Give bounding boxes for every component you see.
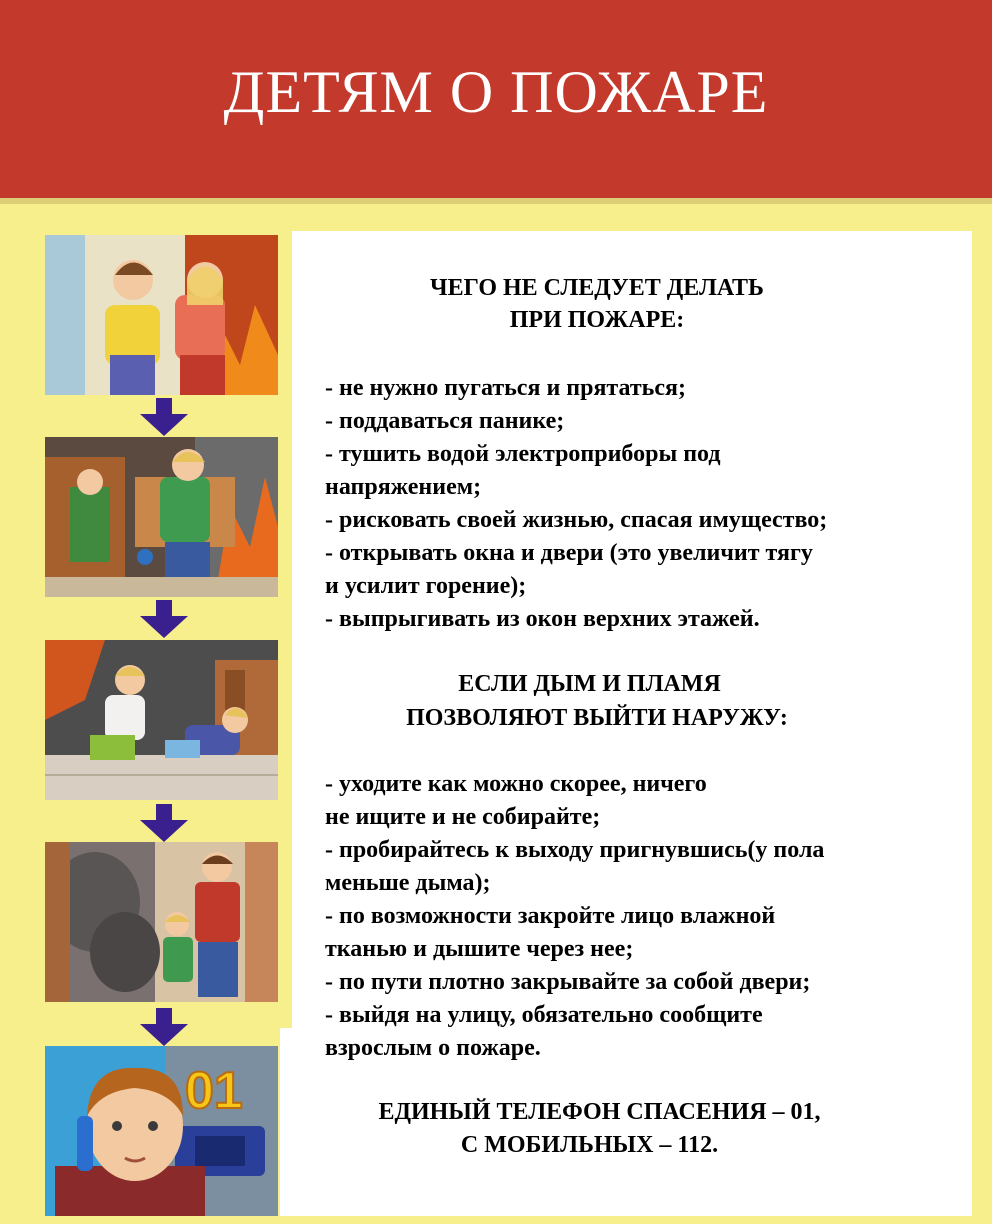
section1-heading-line2: ПРИ ПОЖАРЕ: bbox=[509, 307, 685, 333]
section2-item: - уходите как можно скорее, ничего bbox=[325, 771, 707, 797]
arrow-down-icon bbox=[140, 600, 188, 638]
section1-item: - тушить водой электроприборы под bbox=[325, 441, 721, 467]
arrow-down-icon bbox=[140, 1008, 188, 1046]
arrow-down-icon bbox=[140, 398, 188, 436]
section1-item: - выпрыгивать из окон верхних этажей. bbox=[325, 606, 760, 632]
section2-item: - по возможности закройте лицо влажной bbox=[325, 903, 776, 929]
section2-item: - по пути плотно закрывайте за собой двери; bbox=[325, 969, 811, 995]
header-divider bbox=[0, 198, 992, 204]
section1-item: напряжением; bbox=[325, 474, 482, 500]
section2-item: - выйдя на улицу, обязательно сообщите bbox=[325, 1002, 763, 1028]
section2-item: меньше дыма); bbox=[325, 870, 491, 896]
section1-item: - рисковать своей жизнью, спасая имущество; bbox=[325, 507, 828, 533]
section2-item: взрослым о пожаре. bbox=[325, 1035, 541, 1061]
section1-item: и усилит горение); bbox=[325, 573, 527, 599]
section1-item: - не нужно пугаться и прятаться; bbox=[325, 375, 686, 401]
illustration-phone-call bbox=[45, 1046, 278, 1216]
section2-item: - пробирайтесь к выходу пригнувшись(у пола bbox=[325, 837, 825, 863]
section2-heading-line2: ПОЗВОЛЯЮТ ВЫЙТИ НАРУЖУ: bbox=[406, 705, 788, 731]
section1-heading-line1: ЧЕГО НЕ СЛЕДУЕТ ДЕЛАТЬ bbox=[430, 275, 764, 301]
header-banner bbox=[0, 0, 992, 198]
illustration-exit bbox=[45, 842, 278, 1002]
footer-emergency-line2: С МОБИЛЬНЫХ – 112. bbox=[460, 1132, 719, 1158]
section2-item: тканью и дышите через нее; bbox=[325, 936, 634, 962]
section1-item: - поддаваться панике; bbox=[325, 408, 565, 434]
poster-title: ДЕТЯМ О ПОЖАРЕ bbox=[223, 59, 769, 125]
section1-item: - открывать окна и двери (это увеличит тягу bbox=[325, 540, 813, 566]
section2-item: не ищите и не собирайте; bbox=[325, 804, 601, 830]
illustration-cupboard bbox=[45, 437, 278, 597]
illustration-crawling bbox=[45, 640, 278, 800]
footer-emergency-line1: ЕДИНЫЙ ТЕЛЕФОН СПАСЕНИЯ – 01, bbox=[378, 1099, 821, 1125]
emergency-number-sign: 01 bbox=[185, 1062, 243, 1120]
arrow-down-icon bbox=[140, 804, 188, 842]
illustration-hiding bbox=[45, 235, 278, 395]
section2-heading-line1: ЕСЛИ ДЫМ И ПЛАМЯ bbox=[458, 671, 721, 697]
